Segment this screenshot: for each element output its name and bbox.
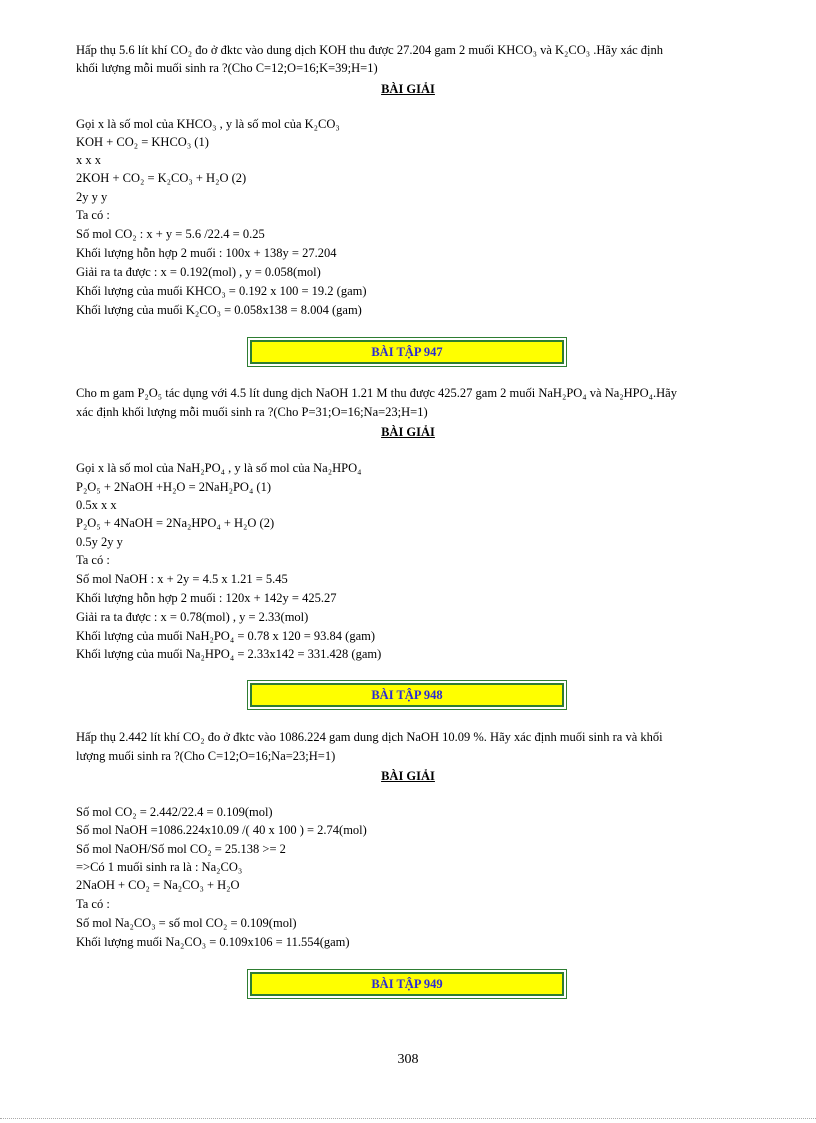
solution-1-line: Khối lượng của muối K₂CO₃ = 0.058x138 = 8.004 (gam) [76,303,362,317]
solution-2-line: 0.5x x x [76,498,117,512]
solution-1-line: 2KOH + CO₂ = K₂CO₃ + H₂O (2) [76,171,247,185]
solution-2-line: P₂O₅ + 2NaOH +H₂O = 2NaH₂PO₄ (1) [76,480,272,494]
solution-1-line: Ta có : [76,208,110,222]
page-bottom-divider [0,1118,816,1119]
problem-3-text-line-1: Hấp thụ 2.442 lít khí CO₂ đo ở đktc vào 1086.224 gam dung dịch NaOH 10.09 %. Hãy xác định muối sinh ra và khối [76,730,663,744]
solution-2-line: Ta có : [76,553,110,567]
solution-2-line: Khối lượng của muối Na₂HPO₄ = 2.33x142 = 331.428 (gam) [76,647,382,661]
solution-2-line: Số mol NaOH : x + 2y = 4.5 x 1.21 = 5.45 [76,572,288,586]
solution-2-line: 0.5y 2y y [76,535,123,549]
solution-3-line: Khối lượng muối Na₂CO₃ = 0.109x106 = 11.554(gam) [76,935,350,949]
solution-1-line: x x x [76,153,101,167]
problem-1-text-line-1: Hấp thụ 5.6 lít khí CO₂ đo ở đktc vào dung dịch KOH thu được 27.204 gam 2 muối KHCO₃ và K₂CO₃ .Hãy xác định [76,43,664,57]
exercise-947-banner: BÀI TẬP 947 [250,340,564,364]
solution-1-line: Số mol CO₂ : x + y = 5.6 /22.4 = 0.25 [76,227,265,241]
solution-2-line: Khối lượng hỗn hợp 2 muối : 120x + 142y = 425.27 [76,591,337,605]
problem-1-text-line-2: khối lượng mỗi muối sinh ra ?(Cho C=12;O=16;K=39;H=1) [76,61,378,75]
problem-3-text-line-2: lượng muối sinh ra ?(Cho C=12;O=16;Na=23;H=1) [76,749,336,763]
solution-2-line: P₂O₅ + 4NaOH = 2Na₂HPO₄ + H₂O (2) [76,516,275,530]
problem-2-text-line-2: xác định khối lượng mỗi muối sinh ra ?(Cho P=31;O=16;Na=23;H=1) [76,405,428,419]
problem-2-text-line-1: Cho m gam P₂O₅ tác dụng với 4.5 lít dung dịch NaOH 1.21 M thu được 425.27 gam 2 muối NaH₂PO₄ và Na₂HPO₄.Hãy [76,386,677,400]
solution-3-line: Số mol NaOH =1086.224x10.09 /( 40 x 100 ) = 2.74(mol) [76,823,367,837]
solution-1-line: 2y y y [76,190,108,204]
exercise-949-banner: BÀI TẬP 949 [250,972,564,996]
solution-3-line: =>Có 1 muối sinh ra là : Na₂CO₃ [76,860,243,874]
solution-1-line: Khối lượng của muối KHCO₃ = 0.192 x 100 = 19.2 (gam) [76,284,367,298]
solution-2-line: Khối lượng của muối NaH₂PO₄ = 0.78 x 120 = 93.84 (gam) [76,629,376,643]
solution-2-line: Gọi x là số mol của NaH₂PO₄ , y là số mol của Na₂HPO₄ [76,461,362,475]
solution-3-line: Số mol CO₂ = 2.442/22.4 = 0.109(mol) [76,805,273,819]
solution-heading-1: BÀI GIẢI [381,82,435,96]
solution-1-line: Gọi x là số mol của KHCO₃ , y là số mol của K₂CO₃ [76,117,340,131]
solution-3-line: 2NaOH + CO₂ = Na₂CO₃ + H₂O [76,878,240,892]
solution-3-line: Ta có : [76,897,110,911]
solution-heading-2: BÀI GIẢI [381,425,435,439]
solution-1-line: KOH + CO₂ = KHCO₃ (1) [76,135,209,149]
solution-3-line: Số mol Na₂CO₃ = số mol CO₂ = 0.109(mol) [76,916,297,930]
solution-1-line: Giải ra ta được : x = 0.192(mol) , y = 0.058(mol) [76,265,321,279]
solution-2-line: Giải ra ta được : x = 0.78(mol) , y = 2.33(mol) [76,610,309,624]
solution-heading-3: BÀI GIẢI [381,769,435,783]
solution-1-line: Khối lượng hỗn hợp 2 muối : 100x + 138y = 27.204 [76,246,337,260]
exercise-948-banner: BÀI TẬP 948 [250,683,564,707]
page-number: 308 [397,1052,419,1067]
solution-3-line: Số mol NaOH/Số mol CO₂ = 25.138 >= 2 [76,842,286,856]
